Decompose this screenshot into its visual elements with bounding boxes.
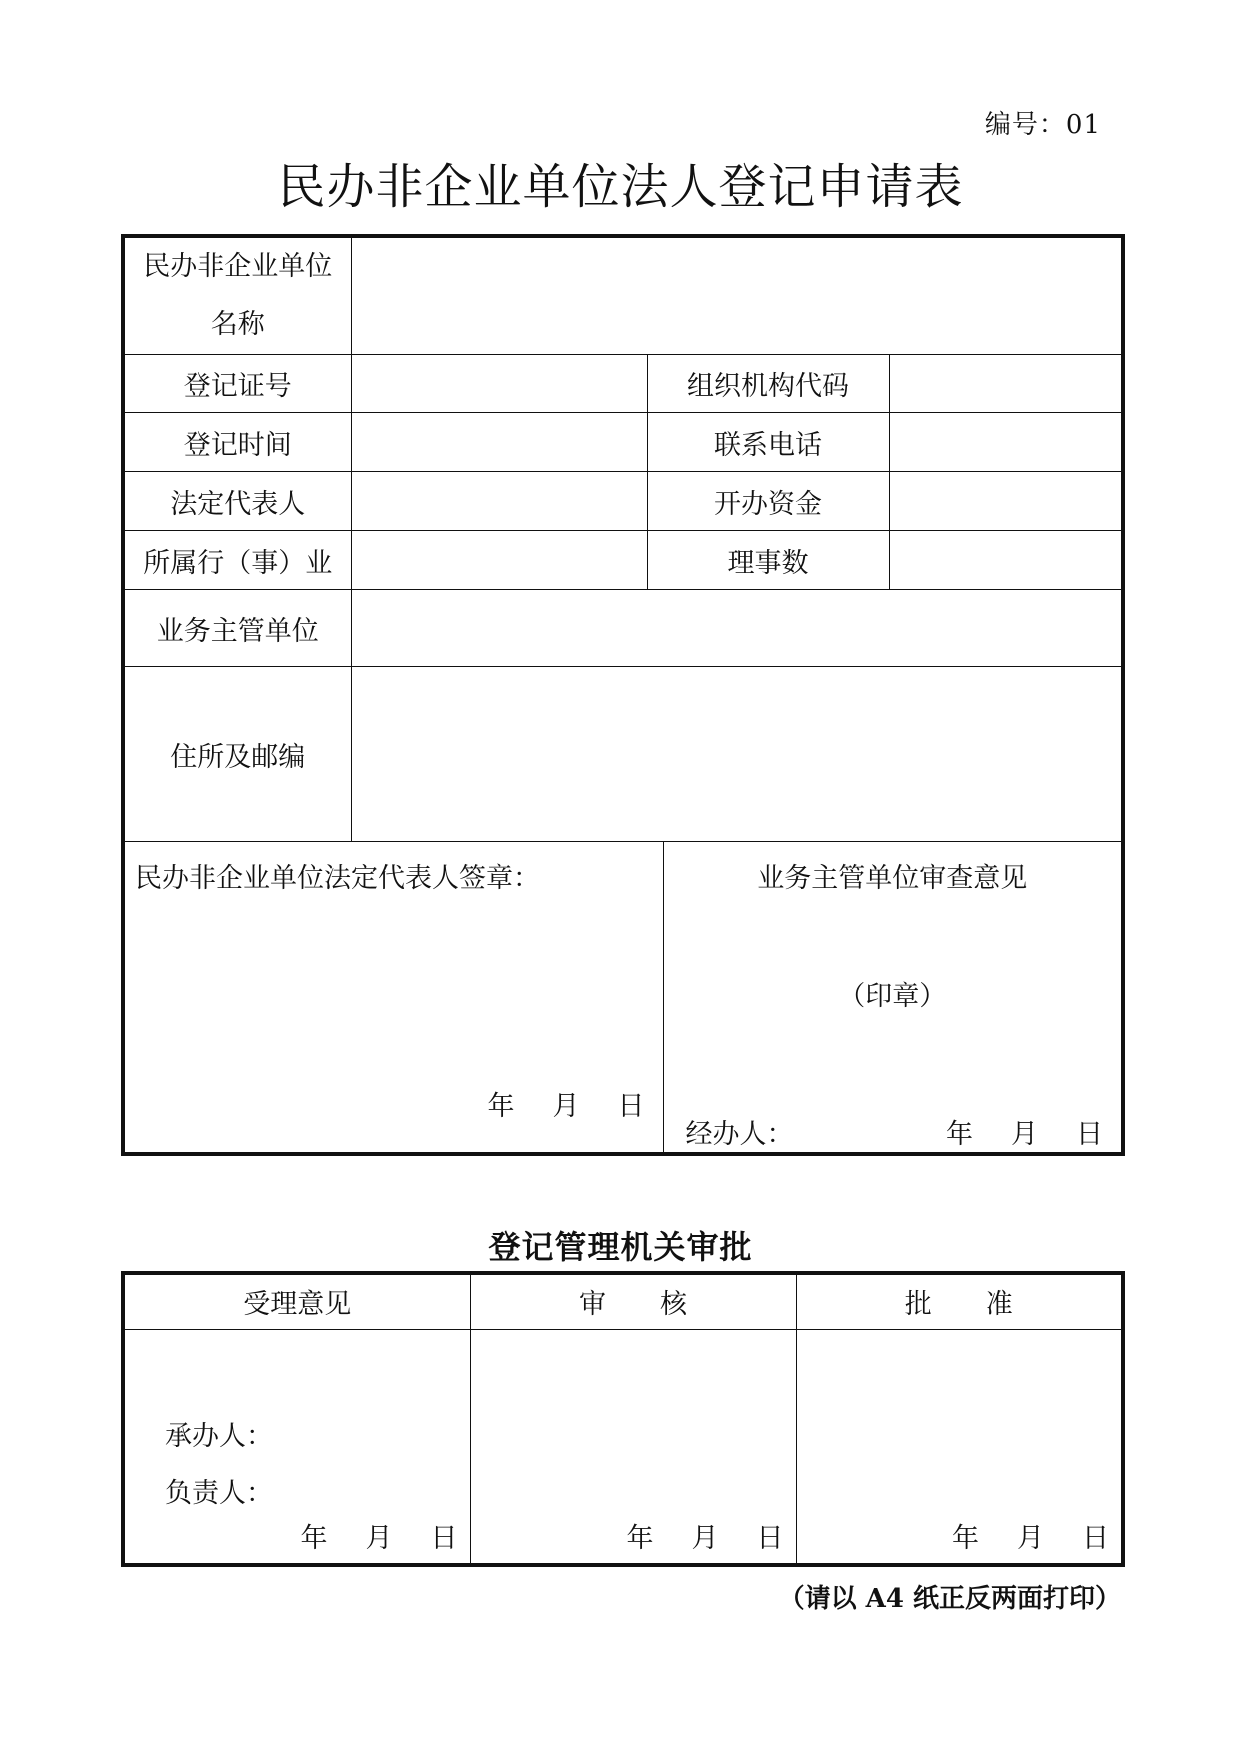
date-year: 年 bbox=[300, 1522, 328, 1554]
reg-no-label: 登记证号 bbox=[123, 355, 351, 413]
responsible-label: 负责人： bbox=[165, 1477, 273, 1509]
accept-opinion-cell[interactable] bbox=[123, 1329, 470, 1565]
date-day: 日 bbox=[617, 1091, 645, 1122]
accept-date bbox=[301, 1516, 458, 1555]
application-form-table bbox=[121, 234, 1125, 1156]
org-name-field[interactable] bbox=[351, 236, 1123, 355]
date-month: 月 bbox=[1011, 1119, 1038, 1150]
industry-field[interactable] bbox=[351, 531, 647, 590]
date-year: 年 bbox=[946, 1119, 973, 1150]
date-year: 年 bbox=[952, 1522, 979, 1554]
approve-cell[interactable] bbox=[796, 1329, 1123, 1565]
org-code-field[interactable] bbox=[889, 355, 1123, 413]
approval-section-title: 登记管理机关审批 bbox=[488, 1228, 753, 1266]
date-month: 月 bbox=[1017, 1522, 1044, 1554]
authority-label: 业务主管单位 bbox=[123, 590, 351, 667]
org-name-label-line2: 名称 bbox=[210, 309, 265, 340]
directors-field[interactable] bbox=[889, 531, 1123, 590]
address-field[interactable] bbox=[351, 667, 1123, 842]
legal-rep-label: 法定代表人 bbox=[123, 472, 351, 531]
approve-header: 批 准 bbox=[796, 1273, 1123, 1329]
date-day: 日 bbox=[756, 1522, 784, 1554]
capital-label: 开办资金 bbox=[647, 472, 889, 531]
handler-label: 经办人： bbox=[685, 1119, 794, 1150]
accept-opinion-header: 受理意见 bbox=[123, 1273, 470, 1329]
approval-table bbox=[121, 1271, 1125, 1567]
authority-review-date bbox=[946, 1112, 1103, 1151]
print-instruction: （请以 A4 纸正反两面打印） bbox=[778, 1584, 1121, 1614]
industry-label: 所属行（事）业 bbox=[123, 531, 351, 590]
legal-rep-signature-label: 民办非企业单位法定代表人签章： bbox=[135, 863, 540, 894]
phone-label: 联系电话 bbox=[647, 413, 889, 472]
date-month: 月 bbox=[552, 1091, 580, 1122]
date-day: 日 bbox=[430, 1522, 458, 1554]
legal-rep-signature-cell[interactable] bbox=[123, 842, 663, 1154]
directors-label: 理事数 bbox=[647, 531, 889, 590]
reg-no-field[interactable] bbox=[351, 355, 647, 413]
approve-date bbox=[952, 1516, 1109, 1555]
date-year: 年 bbox=[487, 1091, 515, 1122]
seal-placeholder: （印章） bbox=[838, 981, 947, 1012]
reg-time-label: 登记时间 bbox=[123, 413, 351, 472]
undertaker-label: 承办人： bbox=[165, 1420, 273, 1452]
review-cell[interactable] bbox=[470, 1329, 796, 1565]
serial-number: 编号：01 bbox=[984, 110, 1101, 140]
date-month: 月 bbox=[365, 1522, 393, 1554]
page-title: 民办非企业单位法人登记申请表 bbox=[277, 159, 964, 215]
address-label: 住所及邮编 bbox=[123, 667, 351, 842]
reg-time-field[interactable] bbox=[351, 413, 647, 472]
org-code-label: 组织机构代码 bbox=[647, 355, 889, 413]
authority-field[interactable] bbox=[351, 590, 1123, 667]
date-month: 月 bbox=[691, 1522, 719, 1554]
review-date bbox=[627, 1516, 784, 1555]
phone-field[interactable] bbox=[889, 413, 1123, 472]
date-year: 年 bbox=[626, 1522, 654, 1554]
capital-field[interactable] bbox=[889, 472, 1123, 531]
legal-rep-field[interactable] bbox=[351, 472, 647, 531]
authority-review-cell[interactable] bbox=[663, 842, 1123, 1154]
org-name-label bbox=[123, 236, 351, 355]
review-header: 审 核 bbox=[470, 1273, 796, 1329]
date-day: 日 bbox=[1076, 1119, 1103, 1150]
date-day: 日 bbox=[1082, 1522, 1109, 1554]
authority-review-label: 业务主管单位审查意见 bbox=[757, 863, 1028, 894]
org-name-label-line1: 民办非企业单位 bbox=[143, 251, 333, 282]
legal-rep-signature-date bbox=[488, 1084, 645, 1123]
